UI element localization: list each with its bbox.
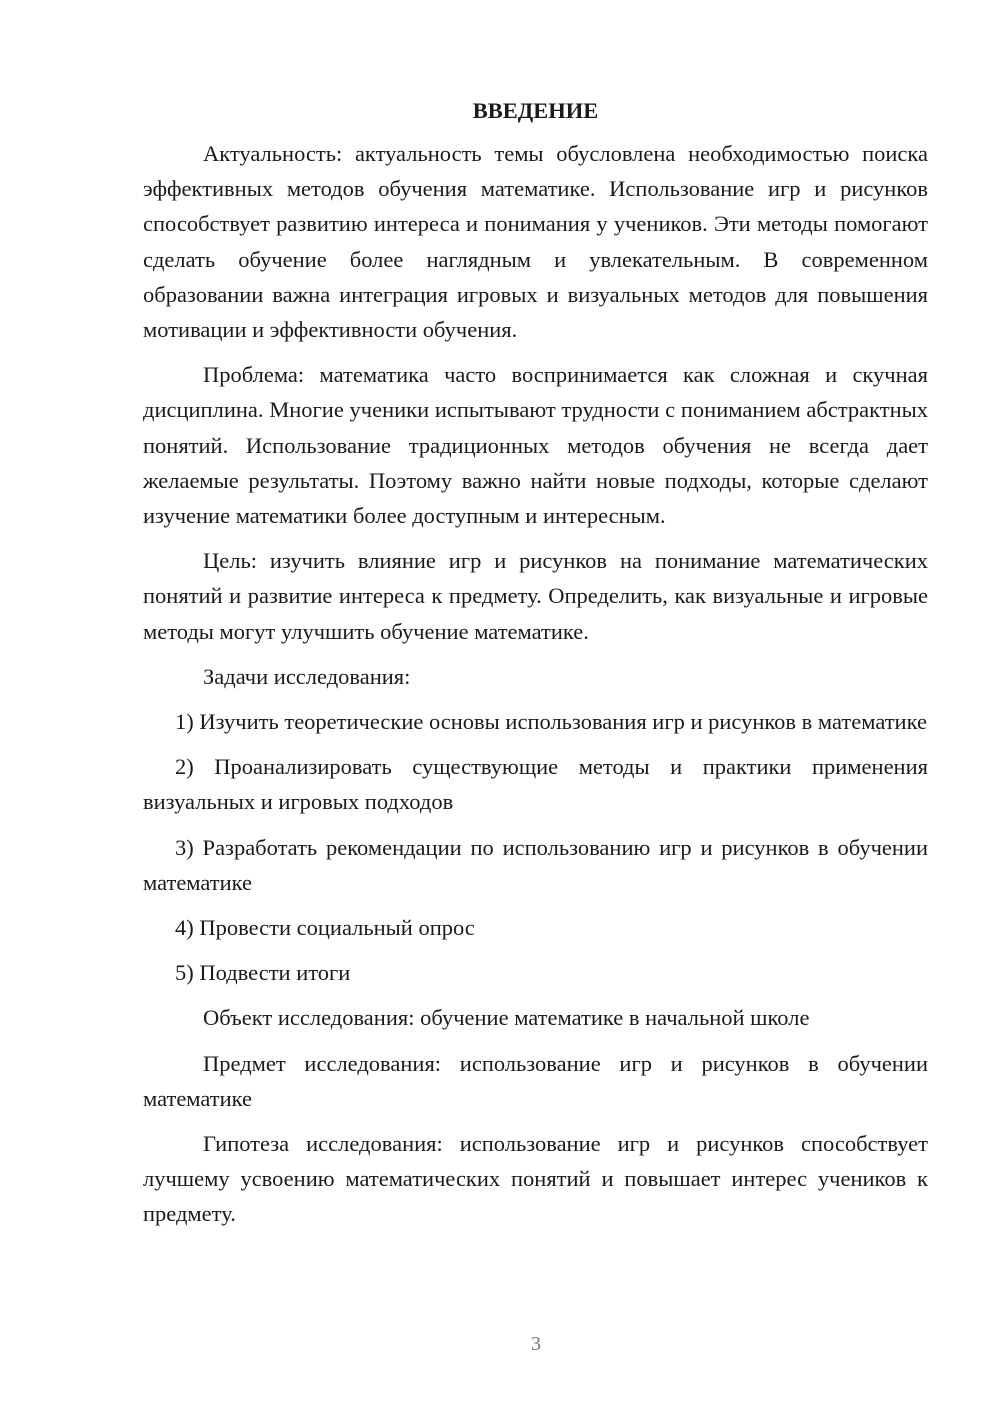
- task-item-1: 1) Изучить теоретические основы использования игр и рисунков в математике: [175, 709, 927, 735]
- tasks-heading: Задачи исследования:: [203, 663, 411, 689]
- section-title: ВВЕДЕНИЕ: [472, 98, 599, 123]
- object-paragraph: Объект исследования: обучение математике в начальной школе: [203, 1005, 810, 1031]
- relevance-paragraph: Актуальность: актуальность темы обусловлена необходимостью поиска эффективных методов обучения математике. Использование игр и рисунков способствует развитию интереса и понимания у учеников. Эти методы помогают сделать обучение более наглядным и увлекательным. В современном образовании важна интеграция игровых и визуальных методов для повышения мотивации и эффективности обучения.: [143, 141, 928, 343]
- page-number: 3: [531, 1333, 541, 1355]
- task-item-2: 2) Проанализировать существующие методы и практики применения визуальных и игровых подходов: [143, 754, 928, 815]
- goal-paragraph: Цель: изучить влияние игр и рисунков на понимание математических понятий и развитие интереса к предмету. Определить, как визуальные и игровые методы могут улучшить обучение математике.: [143, 548, 928, 644]
- task-item-5: 5) Подвести итоги: [175, 960, 351, 986]
- page-content: [143, 96, 928, 1242]
- task-item-3: 3) Разработать рекомендации по использованию игр и рисунков в обучении математике: [143, 834, 928, 895]
- problem-paragraph: Проблема: математика часто воспринимается как сложная и скучная дисциплина. Многие ученики испытывают трудности с пониманием абстрактных понятий. Использование традиционных методов обучения не всегда дает желаемые результаты. Поэтому важно найти новые подходы, которые сделают изучение математики более доступным и интересным.: [143, 362, 928, 529]
- task-item-4: 4) Провести социальный опрос: [175, 915, 475, 941]
- subject-paragraph: Предмет исследования: использование игр и рисунков в обучении математике: [143, 1050, 928, 1111]
- hypothesis-paragraph: Гипотеза исследования: использование игр и рисунков способствует лучшему усвоению математических понятий и повышает интерес учеников к предмету.: [143, 1131, 928, 1227]
